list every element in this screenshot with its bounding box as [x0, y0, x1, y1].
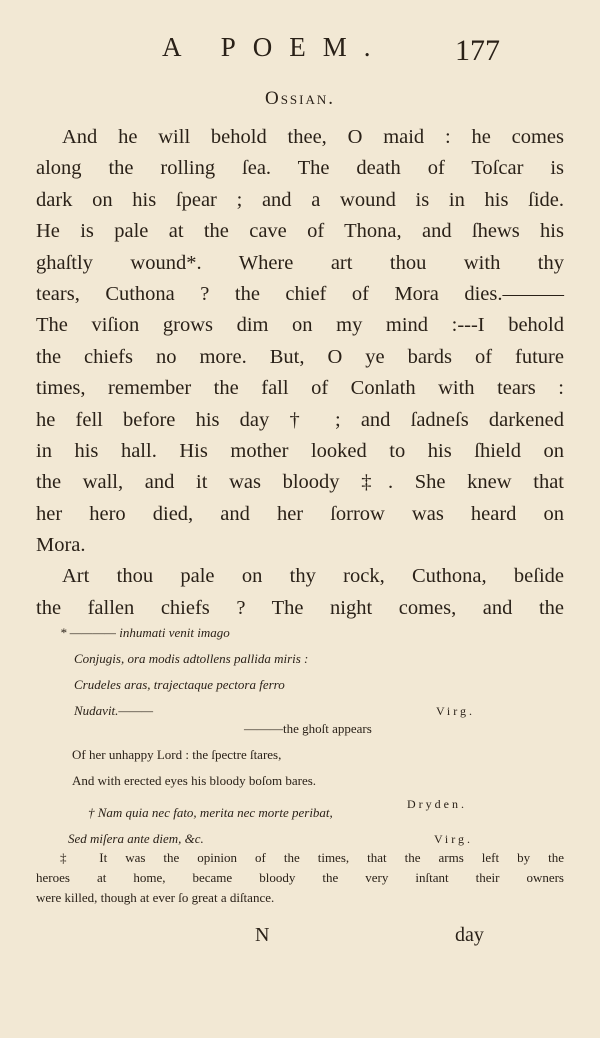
signature-mark: N	[255, 924, 270, 946]
body-line: Mora.	[36, 534, 86, 557]
body-line: tears, Cuthona ? the chief of Mora dies.———	[36, 282, 564, 305]
footnote-double-dagger	[36, 848, 564, 908]
footnote-line: * ———— inhumati venit imago	[60, 625, 230, 640]
running-title: A POEM.	[162, 32, 388, 62]
catchword: day	[455, 924, 484, 946]
body-line: The viſion grows dim on my mind :---I behold	[36, 314, 564, 337]
footnote-citation: Virg.	[435, 704, 475, 718]
body-line: He is pale at the cave of Thona, and ſhews his	[36, 220, 564, 243]
body-line: And he will behold thee, O maid : he comes	[62, 126, 564, 148]
catchline	[0, 924, 600, 954]
footnote-line: And with erected eyes his bloody boſom bares.	[72, 773, 317, 788]
body-line: he fell before his day † ; and ſadneſs darkened	[36, 408, 564, 431]
footnote-citation: Virg.	[433, 832, 473, 846]
speaker-heading: Ossian.	[264, 88, 336, 109]
footnote-line: ———the ghoſt appears	[244, 721, 372, 736]
footnote-line: heroes at home, became bloody the very inſtant their owners	[36, 870, 564, 885]
footnote-line: Crudeles aras, trajectaque pectora ferro	[74, 677, 285, 692]
body-line: in his hall. His mother looked to his ſhield on	[36, 439, 564, 462]
body-line: dark on his ſpear ; and a wound is in his ſide.	[36, 188, 564, 211]
body-line: ghaſtly wound*. Where art thou with thy	[36, 251, 564, 274]
footnote-citation: Dryden.	[407, 797, 467, 811]
footnote-line: ‡ It was the opinion of the times, that the arms left by the	[60, 850, 564, 865]
footnote-line: were killed, though at ever ſo great a diſtance.	[36, 890, 275, 905]
body-line: along the rolling ſea. The death of Toſcar is	[36, 157, 564, 180]
page-number: 177	[455, 34, 500, 67]
poem-body	[36, 122, 564, 624]
body-line: her hero died, and her ſorrow was heard on	[36, 502, 564, 525]
body-line: times, remember the fall of Conlath with tears :	[36, 377, 564, 400]
body-line: the fallen chiefs ? The night comes, and the	[36, 596, 564, 619]
footnote-line: Conjugis, ora modis adtollens pallida miris :	[74, 651, 309, 666]
body-line: the chiefs no more. But, O ye bards of future	[36, 345, 564, 368]
footnote-dagger	[68, 800, 473, 852]
footnote-text: Sed miſera ante diem, &c.	[68, 831, 204, 846]
body-line: Art thou pale on thy rock, Cuthona, beſide	[62, 565, 564, 588]
footnote-line: Of her unhappy Lord : the ſpectre ſtares,	[72, 747, 282, 762]
body-line: the wall, and it was bloody ‡. She knew that	[36, 471, 564, 494]
footnote-line: † Nam quia nec fato, merita nec morte peribat,	[88, 805, 333, 820]
running-head	[0, 32, 600, 72]
footnote-text: Nudavit.———	[74, 703, 154, 718]
footnote-virgil-latin	[60, 620, 475, 724]
